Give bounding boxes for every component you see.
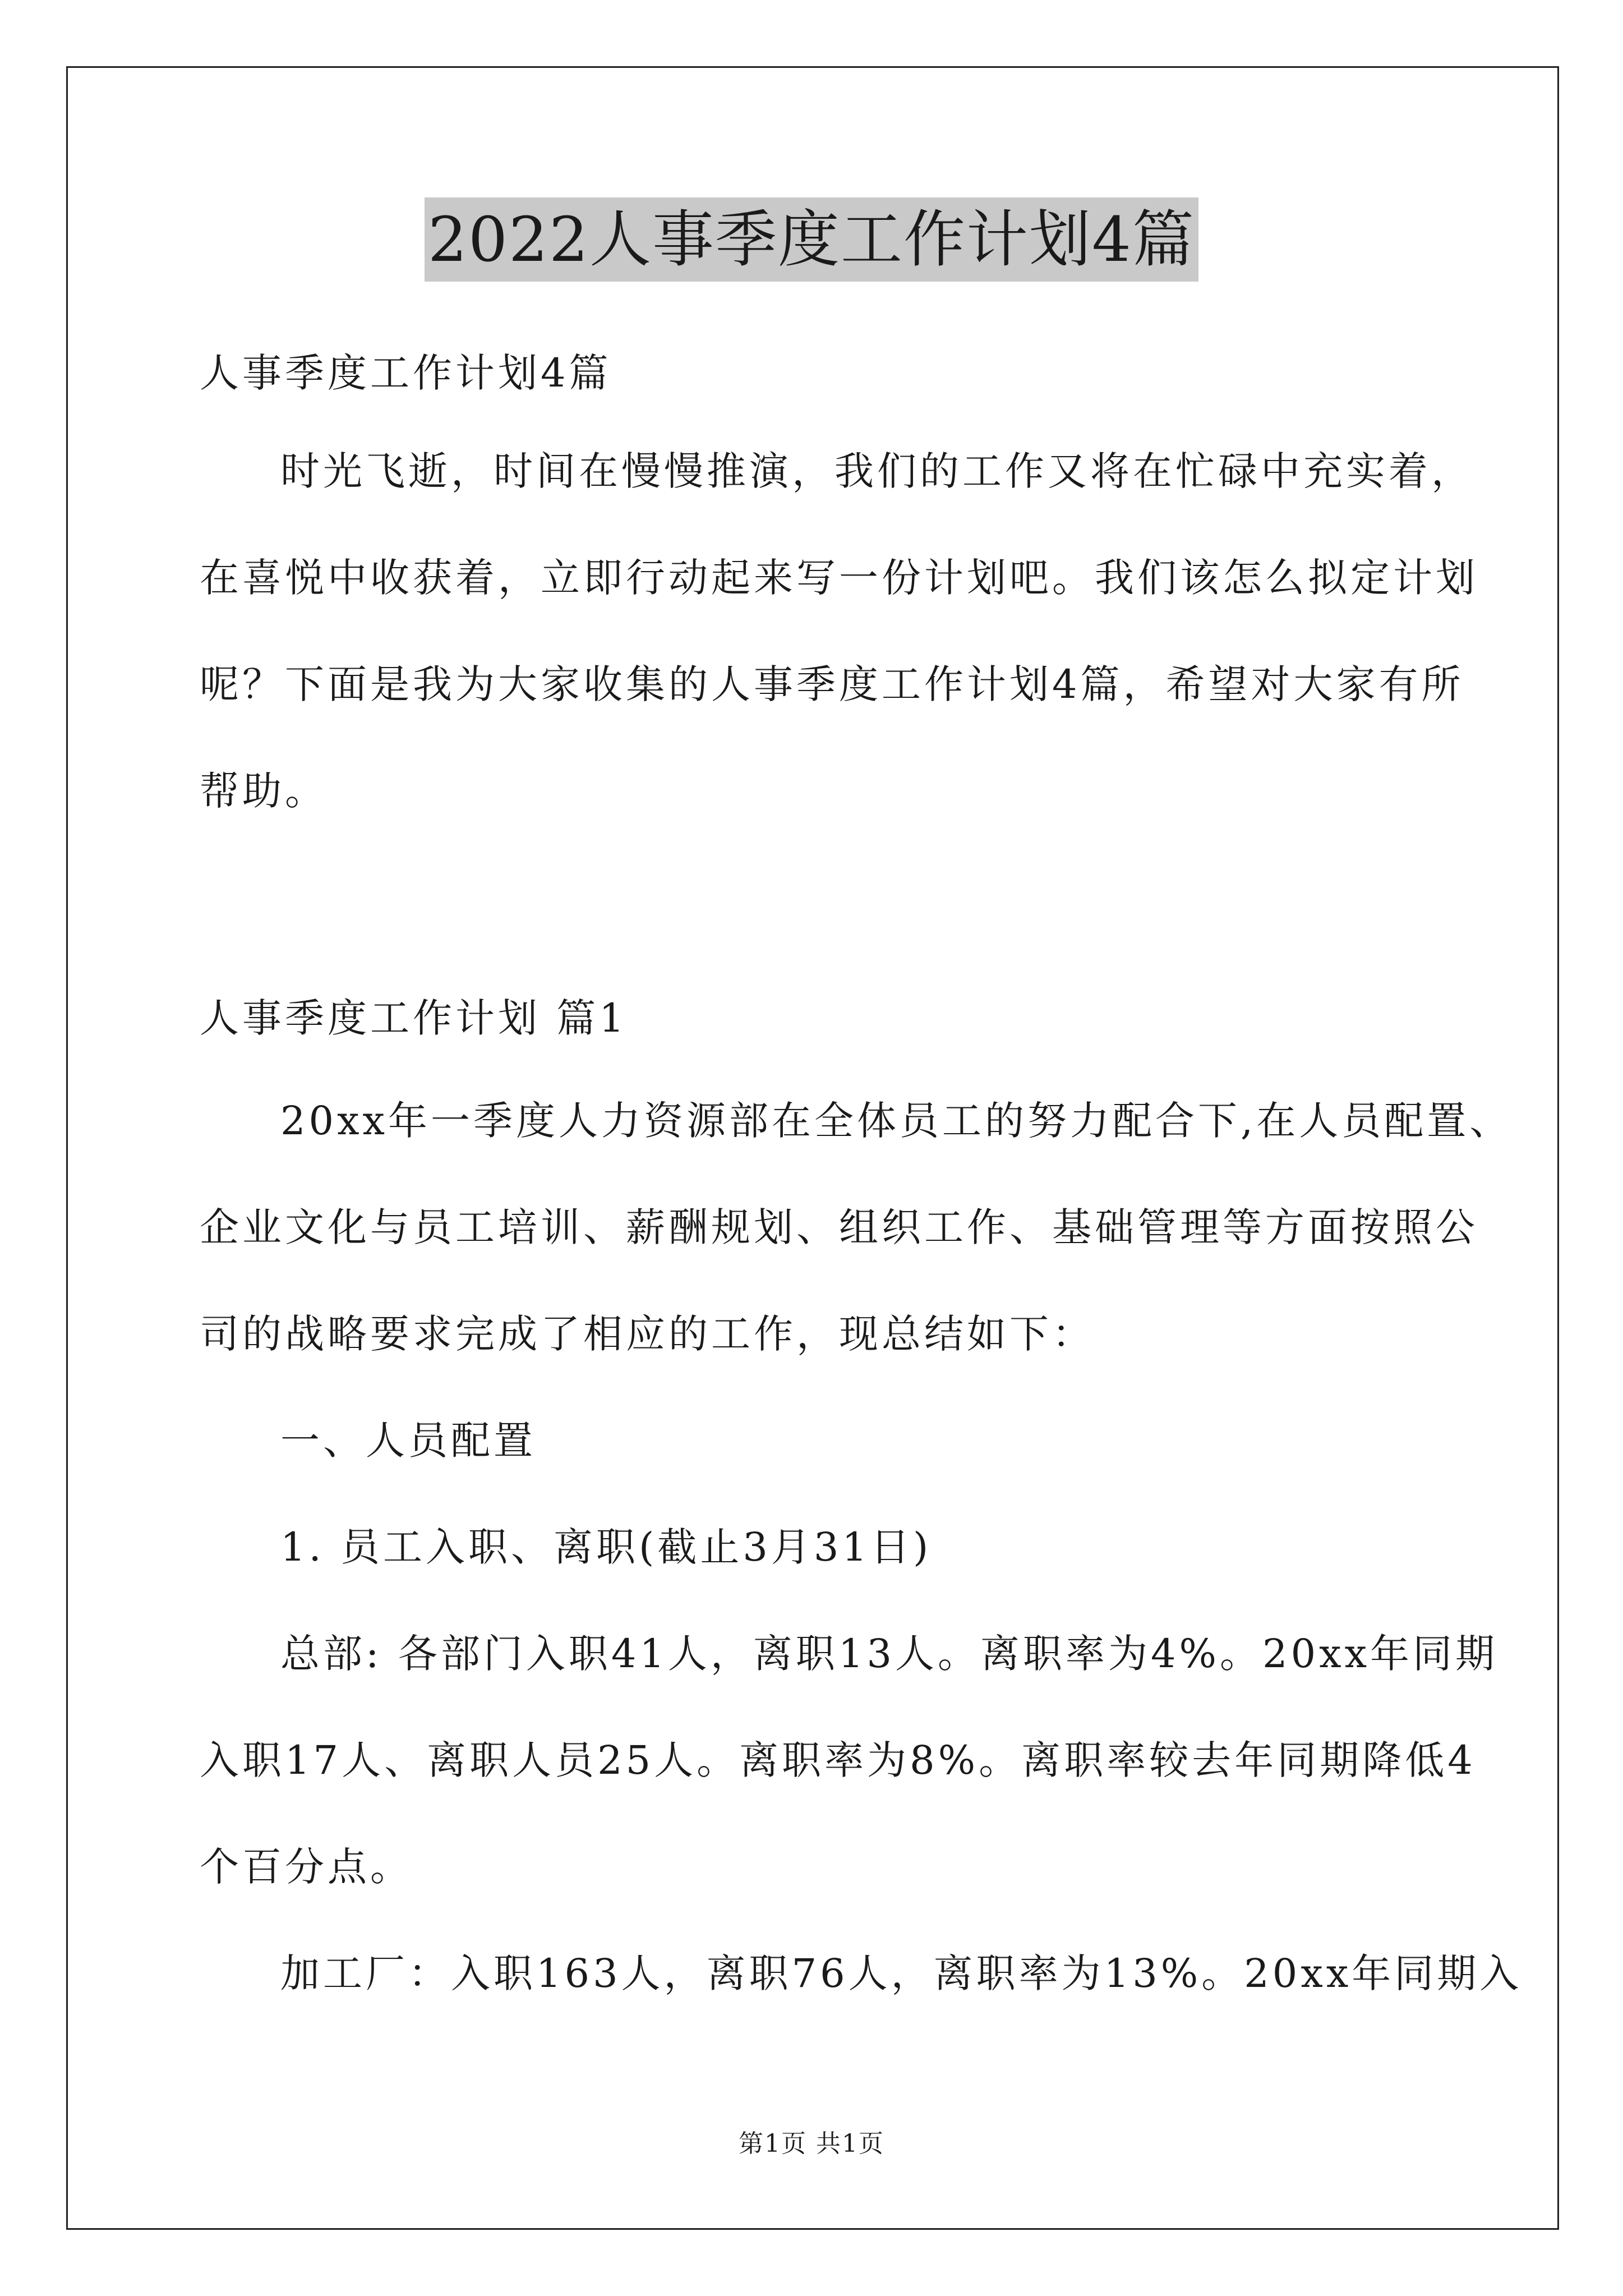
body-line: 一、人员配置 bbox=[280, 1418, 536, 1464]
intro-line: 呢？下面是我为大家收集的人事季度工作计划4篇，希望对大家有所 bbox=[200, 661, 1464, 707]
document-title: 2022人事季度工作计划4篇 bbox=[425, 197, 1198, 282]
body-line: 总部: 各部门入职41人，离职13人。离职率为4%。20xx年同期 bbox=[280, 1631, 1498, 1677]
title-container bbox=[0, 197, 1623, 282]
body-line: 个百分点。 bbox=[200, 1844, 413, 1890]
intro-line: 帮助。 bbox=[200, 768, 328, 814]
intro-line: 在喜悦中收获着，立即行动起来写一份计划吧。我们该怎么拟定计划 bbox=[200, 555, 1478, 601]
body-line: 企业文化与员工培训、薪酬规划、组织工作、基础管理等方面按照公 bbox=[200, 1204, 1478, 1250]
document-subtitle: 人事季度工作计划4篇 bbox=[200, 350, 612, 396]
body-line: 1. 员工入职、离职(截止3月31日) bbox=[280, 1524, 932, 1570]
body-line: 司的战略要求完成了相应的工作，现总结如下： bbox=[200, 1311, 1095, 1357]
section-heading: 人事季度工作计划 篇1 bbox=[200, 995, 628, 1041]
body-line: 加工厂：入职163人，离职76人，离职率为13%。20xx年同期入 bbox=[280, 1950, 1523, 1996]
intro-line: 时光飞逝，时间在慢慢推演，我们的工作又将在忙碌中充实着， bbox=[280, 448, 1474, 494]
body-line: 入职17人、离职人员25人。离职率为8%。离职率较去年同期降低4 bbox=[200, 1737, 1476, 1783]
body-line: 20xx年一季度人力资源部在全体员工的努力配合下,在人员配置、 bbox=[280, 1098, 1513, 1144]
page-footer: 第1页 共1页 bbox=[739, 2129, 884, 2158]
